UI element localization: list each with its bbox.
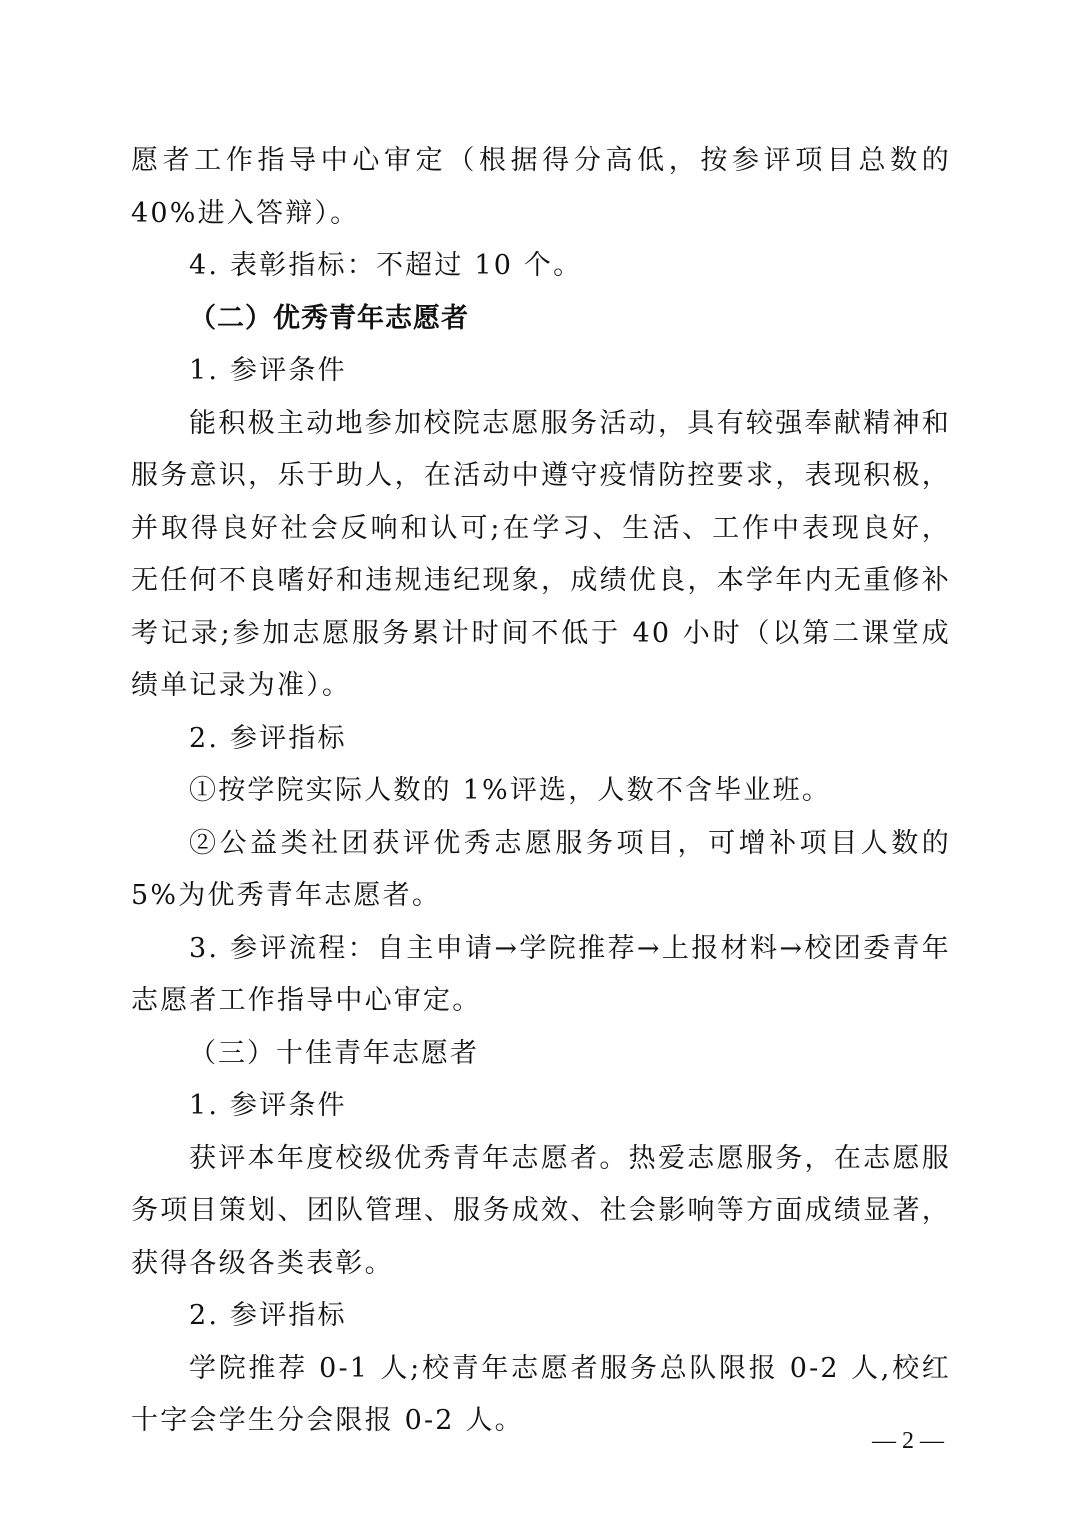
paragraph-continuation: 愿者工作指导中心审定（根据得分高低，按参评项目总数的 40%进入答辩）。 [131, 145, 951, 229]
subheading-quota: 2. 参评指标 [189, 722, 347, 754]
section-heading-outstanding-volunteer: （二）优秀青年志愿者 [189, 302, 469, 334]
subheading-eligibility-top-ten: 1. 参评条件 [189, 1090, 347, 1121]
item-commendation-quota: 4. 表彰指标：不超过 10 个。 [189, 250, 583, 281]
section-heading-top-ten-volunteers: （三）十佳青年志愿者 [189, 1037, 479, 1069]
paragraph-quota-1: ①按学院实际人数的 1%评选，人数不含毕业班。 [189, 775, 832, 806]
paragraph-eligibility: 能积极主动地参加校院志愿服务活动，具有较强奉献精神和服务意识，乐于助人，在活动中遵守疫情防控要求，表现积极，并取得良好社会反响和认可;在学习、生活、工作中表现良好，无任何不良嗜好和违规违纪现象，成绩优良，本学年内无重修补考记录;参加志愿服务累计时间不低于 40 小时（以第二课堂成绩单记录为准）。 [131, 407, 951, 701]
paragraph-process: 3. 参评流程：自主申请→学院推荐→上报材料→校团委青年志愿者工作指导中心审定。 [131, 932, 951, 1016]
paragraph-quota-top-ten: 学院推荐 0-1 人;校青年志愿者服务总队限报 0-2 人,校红十字会学生分会限报 0-2 人。 [131, 1352, 951, 1436]
subheading-eligibility: 1. 参评条件 [189, 355, 347, 386]
document-body [131, 135, 951, 1448]
paragraph-quota-2: ②公益类社团获评优秀志愿服务项目，可增补项目人数的 5%为优秀青年志愿者。 [131, 827, 951, 911]
paragraph-eligibility-top-ten: 获评本年度校级优秀青年志愿者。热爱志愿服务，在志愿服务项目策划、团队管理、服务成效、社会影响等方面成绩显著，获得各级各类表彰。 [131, 1142, 951, 1279]
page-number: — 2 — [872, 1428, 944, 1454]
subheading-quota-top-ten: 2. 参评指标 [189, 1300, 347, 1331]
